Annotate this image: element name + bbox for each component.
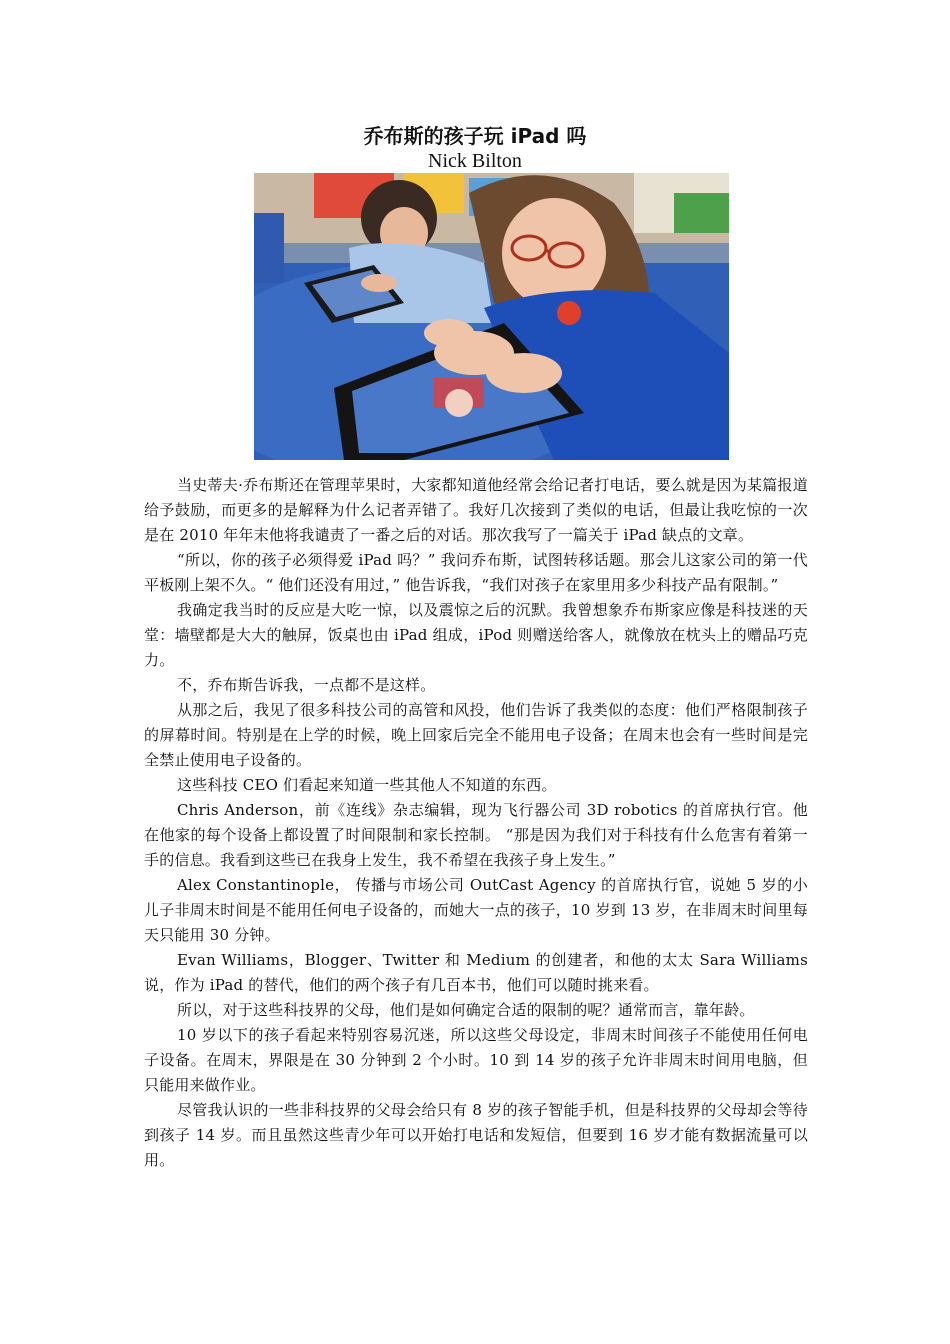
- paragraph: 当史蒂夫·乔布斯还在管理苹果时，大家都知道他经常会给记者打电话，要么就是因为某篇报道给予鼓励，而更多的是解释为什么记者弄错了。我好几次接到了类似的电话，但最让我吃惊的一次是在 2010 年年末他将我谴责了一番之后的对话。那次我写了一篇关于 iPad 缺点的文章。: [144, 476, 808, 544]
- paragraph: 从那之后，我见了很多科技公司的高管和风投，他们告诉了我类似的态度：他们严格限制孩子的屏幕时间。特别是在上学的时候，晚上回家后完全不能用电子设备；在周末也会有一些时间是完全禁止使用电子设备的。: [144, 701, 808, 769]
- article-title: 乔布斯的孩子玩 iPad 吗: [363, 124, 587, 148]
- article-author: Nick Bilton: [428, 150, 522, 172]
- paragraph: 10 岁以下的孩子看起来特别容易沉迷，所以这些父母设定，非周末时间孩子不能使用任何电子设备。在周末，界限是在 30 分钟到 2 个小时。10 到 14 岁的孩子允许非周末时间用电脑，但只能用来做作业。: [144, 1026, 808, 1094]
- paragraph: 所以，对于这些科技界的父母，他们是如何确定合适的限制的呢？通常而言，靠年龄。: [177, 1001, 755, 1019]
- paragraph: “所以，你的孩子必须得爱 iPad 吗？” 我问乔布斯，试图转移话题。那会儿这家公司的第一代平板刚上架不久。“ 他们还没有用过，” 他告诉我，“我们对孩子在家里用多少科技产品有限制。”: [144, 551, 808, 594]
- article-body: [144, 473, 808, 1173]
- paragraph: 尽管我认识的一些非科技界的父母会给只有 8 岁的孩子智能手机，但是科技界的父母却会等待到孩子 14 岁。而且虽然这些青少年可以开始打电话和发短信，但要到 16 岁才能有数据流量可以用。: [144, 1101, 808, 1169]
- paragraph: Evan Williams，Blogger、Twitter 和 Medium 的创建者，和他的太太 Sara Williams 说，作为 iPad 的替代，他们的两个孩子有几百本书，他们可以随时挑来看。: [144, 951, 808, 994]
- paragraph: Alex Constantinople， 传播与市场公司 OutCast Agency 的首席执行官，说她 5 岁的小儿子非周末时间是不能用任何电子设备的，而她大一点的孩子，10 岁到 13 岁，在非周末时间里每天只能用 30 分钟。: [144, 876, 808, 944]
- children-using-ipads-photo: [254, 173, 729, 460]
- paragraph: Chris Anderson，前《连线》杂志编辑，现为飞行器公司 3D robotics 的首席执行官。他在他家的每个设备上都设置了时间限制和家长控制。 “那是因为我们对于科技有什么危害有着第一手的信息。我看到这些已在我身上发生，我不希望在我孩子身上发生。”: [144, 801, 808, 869]
- paragraph: 我确定我当时的反应是大吃一惊，以及震惊之后的沉默。我曾想象乔布斯家应像是科技迷的天堂：墙壁都是大大的触屏，饭桌也由 iPad 组成，iPod 则赠送给客人，就像放在枕头上的赠品巧克力。: [144, 601, 808, 669]
- paragraph: 不，乔布斯告诉我，一点都不是这样。: [177, 676, 436, 694]
- paragraph: 这些科技 CEO 们看起来知道一些其他人不知道的东西。: [177, 776, 557, 794]
